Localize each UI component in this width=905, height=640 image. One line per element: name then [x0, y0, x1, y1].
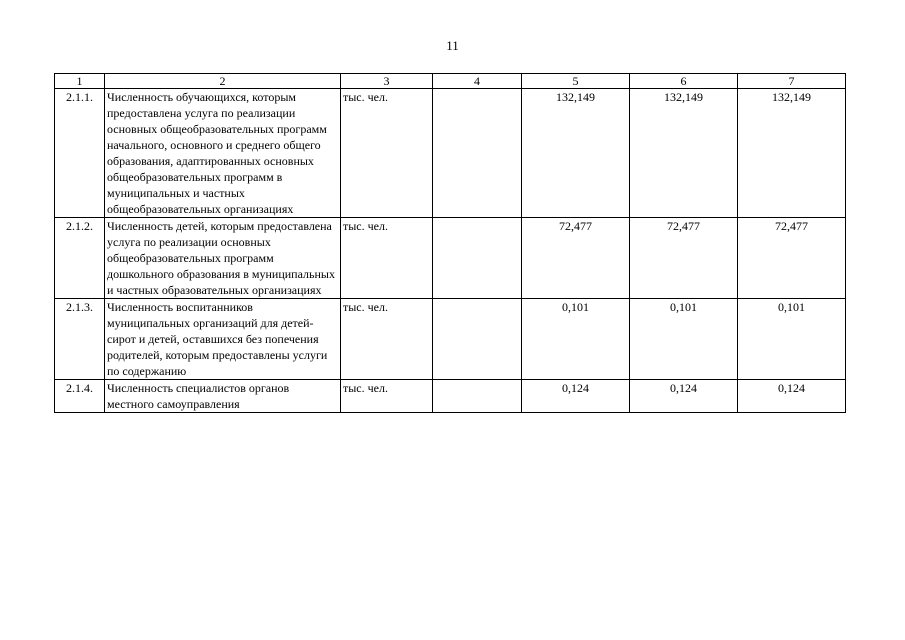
column-7-value: 0,124	[738, 380, 846, 413]
header-cell-7: 7	[738, 74, 846, 89]
column-5-value: 132,149	[522, 89, 630, 218]
header-cell-4: 4	[433, 74, 522, 89]
header-cell-5: 5	[522, 74, 630, 89]
unit-cell: тыс. чел.	[341, 380, 433, 413]
column-6-value: 0,124	[630, 380, 738, 413]
unit-cell: тыс. чел.	[341, 299, 433, 380]
column-5-value: 72,477	[522, 218, 630, 299]
column-5-value: 0,101	[522, 299, 630, 380]
indicator-name: Численность специалистов органов местного самоуправления	[105, 380, 341, 413]
indicator-name: Численность воспитанников муниципальных организаций для детей-сирот и детей, оставшихся без попечения родителей, которым предоставлены услуги по содержанию	[105, 299, 341, 380]
header-row	[55, 74, 846, 89]
table-row	[55, 380, 846, 413]
indicator-name: Численность обучающихся, которым предоставлена услуга по реализации основных общеобразовательных программ начального, основного и среднего общего образования, адаптированных основных общеобразовательных программ в муниципальных и частных общеобразовательных организациях	[105, 89, 341, 218]
table-row	[55, 218, 846, 299]
column-4-cell	[433, 380, 522, 413]
table-row	[55, 89, 846, 218]
data-table	[54, 73, 846, 413]
column-4-cell	[433, 89, 522, 218]
header-cell-2: 2	[105, 74, 341, 89]
column-6-value: 0,101	[630, 299, 738, 380]
unit-cell: тыс. чел.	[341, 89, 433, 218]
column-6-value: 72,477	[630, 218, 738, 299]
row-number: 2.1.1.	[55, 89, 105, 218]
row-number: 2.1.3.	[55, 299, 105, 380]
header-cell-6: 6	[630, 74, 738, 89]
column-4-cell	[433, 218, 522, 299]
column-7-value: 72,477	[738, 218, 846, 299]
header-cell-1: 1	[55, 74, 105, 89]
unit-cell: тыс. чел.	[341, 218, 433, 299]
column-6-value: 132,149	[630, 89, 738, 218]
table-row	[55, 299, 846, 380]
column-7-value: 0,101	[738, 299, 846, 380]
row-number: 2.1.2.	[55, 218, 105, 299]
column-7-value: 132,149	[738, 89, 846, 218]
row-number: 2.1.4.	[55, 380, 105, 413]
column-5-value: 0,124	[522, 380, 630, 413]
header-cell-3: 3	[341, 74, 433, 89]
indicator-name: Численность детей, которым предоставлена услуга по реализации основных общеобразовательных программ дошкольного образования в муниципальных и частных образовательных организациях	[105, 218, 341, 299]
column-4-cell	[433, 299, 522, 380]
page-number: 11	[446, 38, 459, 53]
